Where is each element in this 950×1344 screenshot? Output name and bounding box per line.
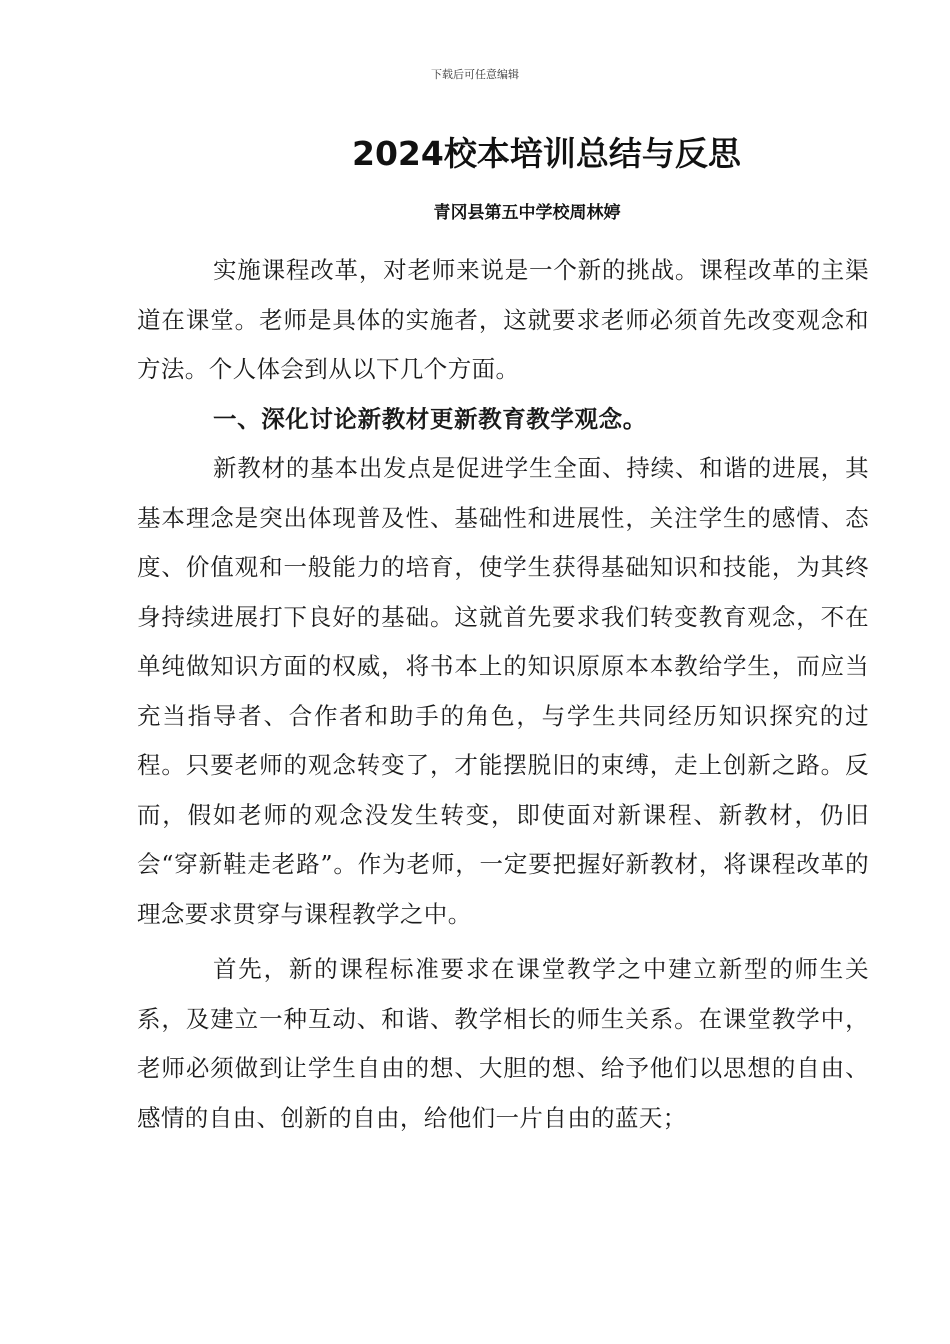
header-note: 下载后可任意编辑 [431, 68, 519, 81]
paragraph-first: 首先，新的课程标准要求在课堂教学之中建立新型的师生关系，及建立一种互动、和谐、教学相长的师生关系。在课堂教学中，老师必须做到让学生自由的想、大胆的想、给予他们以思想的自由、感情的自由、创新的自由，给他们一片自由的蓝天； [137, 955, 869, 1132]
document-body [137, 246, 869, 1143]
document-title: 2024校本培训总结与反思 [352, 134, 741, 173]
author-line: 青冈县第五中学校周林婷 [433, 203, 621, 223]
paragraph-new-textbook: 新教材的基本出发点是促进学生全面、持续、和谐的进展，其基本理念是突出体现普及性、基础性和进展性，关注学生的感情、态度、价值观和一般能力的培育，使学生获得基础知识和技能，为其终身持续进展打下良好的基础。这就首先要求我们转变教育观念，不在单纯做知识方面的权威，将书本上的知识原原本本教给学生，而应当充当指导者、合作者和助手的角色，与学生共同经历知识探究的过程。只要老师的观念转变了，才能摆脱旧的束缚，走上创新之路。反而，假如老师的观念没发生转变，即使面对新课程、新教材，仍旧会“穿新鞋走老路”。作为老师，一定要把握好新教材，将课程改革的理念要求贯穿与课程教学之中。 [137, 454, 869, 928]
section-heading: 一、深化讨论新教材更新教育教学观念。 [213, 404, 647, 433]
paragraph-intro: 实施课程改革，对老师来说是一个新的挑战。课程改革的主渠道在课堂。老师是具体的实施者，这就要求老师必须首先改变观念和方法。个人体会到从以下几个方面。 [137, 256, 869, 383]
